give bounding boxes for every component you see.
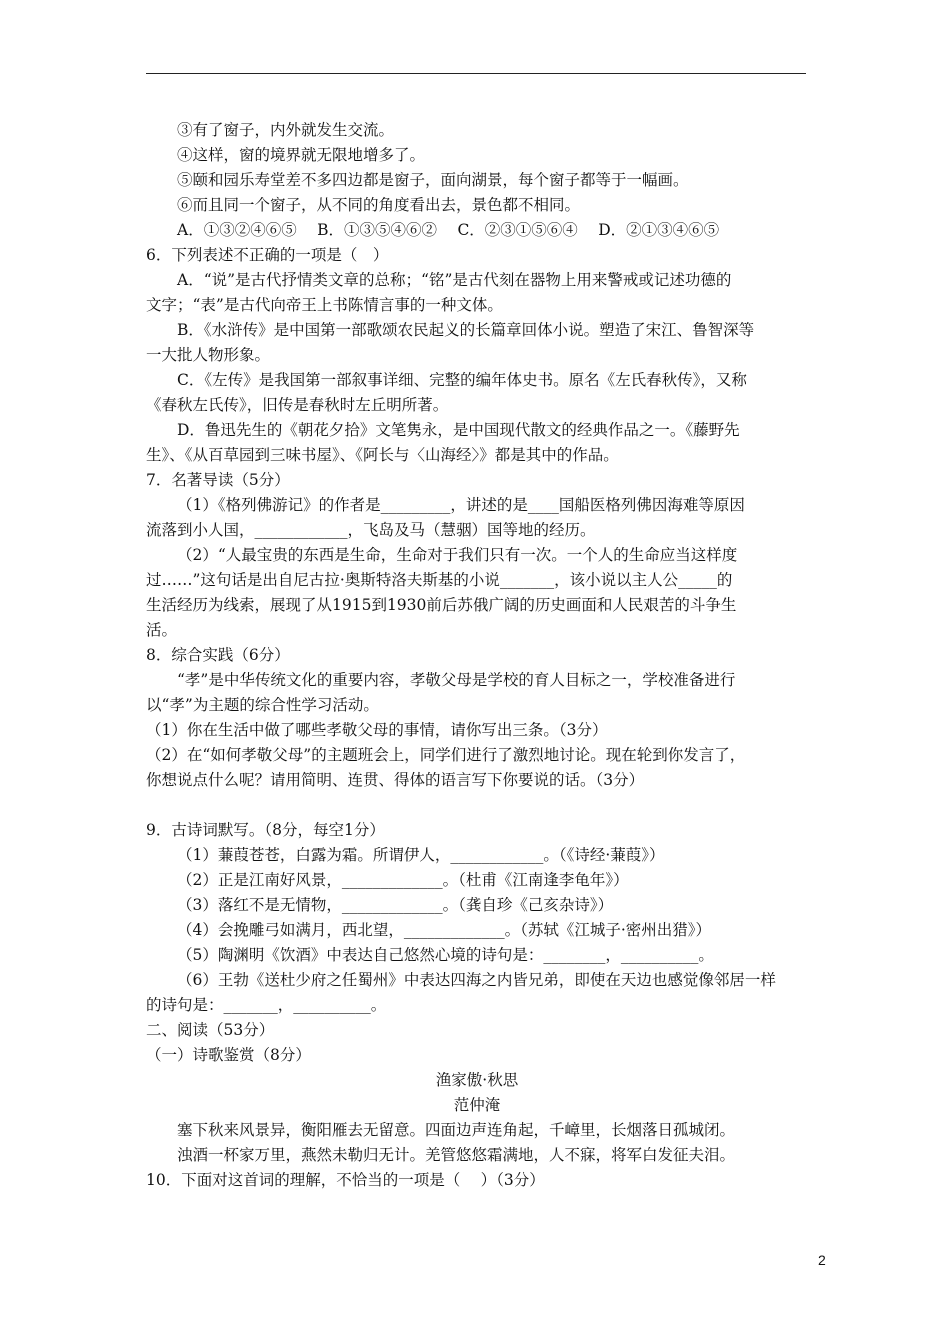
q6-option-d-cont: 生》、《从百草园到三味书屋》、《阿长与〈山海经〉》都是其中的作品。 — [146, 446, 619, 464]
q8-intro-cont: 以“孝”为主题的综合性学习活动。 — [146, 696, 379, 714]
q7-part-1-cont: 流落到小人国，____________，飞岛及马（慧骃）国等地的经历。 — [146, 521, 596, 539]
q9-item-3: （3）落红不是无情物，_____________。（龚自珍《己亥杂诗》） — [177, 896, 614, 914]
answer-choices: A．①③②④⑥⑤ B．①③⑤④⑥② C．②③①⑤⑥④ D．②①③④⑥⑤ — [177, 221, 720, 239]
q8-part-1: （1）你在生活中做了哪些孝敬父母的事情，请你写出三条。（3分） — [146, 721, 608, 739]
option-line: ④这样，窗的境界就无限地增多了。 — [177, 146, 426, 164]
question-9: 9．古诗词默写。（8分，每空1分） — [146, 821, 385, 839]
q6-option-c: C．《左传》是我国第一部叙事详细、完整的编年体史书。原名《左氏春秋传》，又称 — [177, 371, 747, 389]
q9-item-6: （6）王勃《送杜少府之任蜀州》中表达四海之内皆兄弟，即使在天边也感觉像邻居一样 — [177, 971, 776, 989]
q6-option-b: B．《水浒传》是中国第一部歌颂农民起义的长篇章回体小说。塑造了宋江、鲁智深等 — [177, 321, 755, 339]
q9-item-5: （5）陶渊明《饮酒》中表达自己悠然心境的诗句是：________，__________。 — [177, 946, 714, 964]
q7-part-2: （2）“人最宝贵的东西是生命，生命对于我们只有一次。一个人的生命应当这样度 — [177, 546, 738, 564]
question-10: 10．下面对这首词的理解，不恰当的一项是（ ）（3分） — [146, 1171, 545, 1189]
q6-option-b-cont: 一大批人物形象。 — [146, 346, 271, 364]
poem-line-2: 浊酒一杯家万里，燕然未勒归无计。羌管悠悠霜满地，人不寐，将军白发征夫泪。 — [177, 1146, 736, 1164]
section-heading-reading: 二、阅读（53分） — [146, 1021, 275, 1039]
q7-part-2-cont: 活。 — [146, 621, 178, 639]
q9-item-2: （2）正是江南好风景，_____________。（杜甫《江南逢李龟年》） — [177, 871, 629, 889]
q8-part-2: （2）在“如何孝敬父母”的主题班会上，同学们进行了激烈地讨论。现在轮到你发言了， — [146, 746, 746, 764]
page-number: 2 — [818, 1252, 826, 1268]
q6-option-d: D．鲁迅先生的《朝花夕拾》文笔隽永，是中国现代散文的经典作品之一。《藤野先 — [177, 421, 740, 439]
q6-option-c-cont: 《春秋左氏传》，旧传是春秋时左丘明所著。 — [146, 396, 449, 414]
option-line: ③有了窗子，内外就发生交流。 — [177, 121, 395, 139]
q6-option-a-cont: 文字；“表”是古代向帝王上书陈情言事的一种文体。 — [146, 296, 503, 314]
q7-part-2-cont: 过……”这句话是出自尼古拉·奥斯特洛夫斯基的小说_______，该小说以主人公_____的 — [146, 571, 733, 589]
q9-item-1: （1）蒹葭苍苍，白露为霜。所谓伊人，____________。（《诗经·蒹葭》） — [177, 846, 665, 864]
poem-title: 渔家傲·秋思 — [435, 1071, 519, 1089]
q9-item-6-cont: 的诗句是：_______，__________。 — [146, 996, 387, 1014]
option-line: ⑤颐和园乐寿堂差不多四边都是窗子，面向湖景，每个窗子都等于一幅画。 — [177, 171, 689, 189]
option-line: ⑥而且同一个窗子，从不同的角度看出去，景色都不相同。 — [177, 196, 581, 214]
q9-item-4: （4）会挽雕弓如满月，西北望，_____________。（苏轼《江城子·密州出猎》） — [177, 921, 712, 939]
question-7: 7．名著导读（5分） — [146, 471, 290, 489]
question-8: 8．综合实践（6分） — [146, 646, 290, 664]
q7-part-2-cont: 生活经历为线索，展现了从1915到1930前后苏俄广阔的历史画面和人民艰苦的斗争生 — [146, 596, 737, 614]
poem-line-1: 塞下秋来风景异，衡阳雁去无留意。四面边声连角起，千嶂里，长烟落日孤城闭。 — [177, 1121, 736, 1139]
q6-option-a: A．“说”是古代抒情类文章的总称；“铭”是古代刻在器物上用来警戒或记述功德的 — [177, 271, 732, 289]
document-page — [146, 118, 808, 1193]
q7-part-1: （1）《格列佛游记》的作者是_________，讲述的是____国船医格列佛因海难等原因 — [177, 496, 745, 514]
q8-intro: “孝”是中华传统文化的重要内容，孝敬父母是学校的育人目标之一，学校准备进行 — [177, 671, 736, 689]
q8-part-2-cont: 你想说点什么呢？请用简明、连贯、得体的语言写下你要说的话。（3分） — [146, 771, 645, 789]
header-rule — [146, 73, 806, 74]
subsection-heading-poetry: （一）诗歌鉴赏（8分） — [146, 1046, 311, 1064]
question-6: 6．下列表述不正确的一项是（ ） — [146, 246, 389, 264]
poem-author: 范仲淹 — [453, 1096, 501, 1114]
blank-gap — [146, 793, 808, 818]
